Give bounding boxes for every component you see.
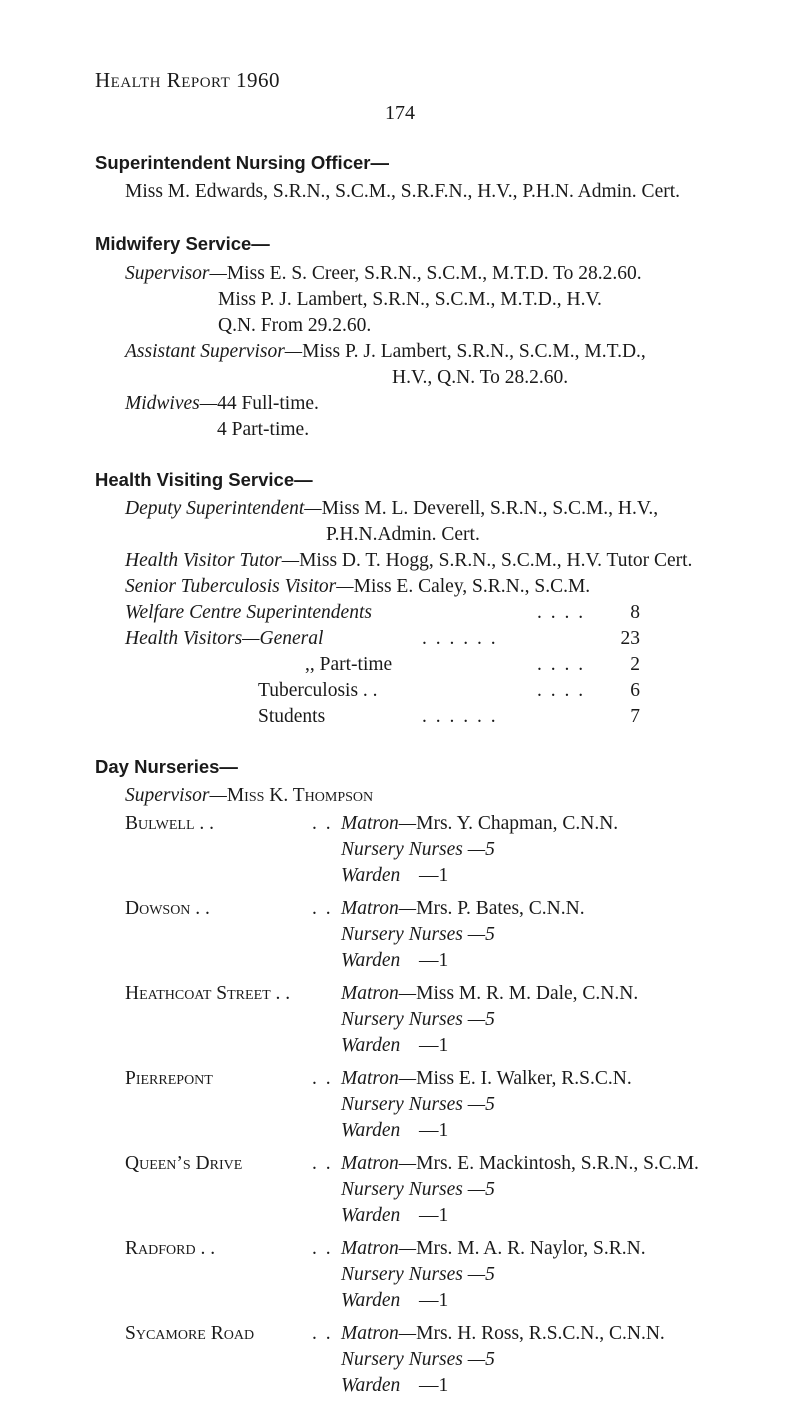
matron-label: Matron—	[341, 1323, 417, 1344]
warden-label: Warden	[341, 1035, 401, 1056]
count-dots: . . . .	[537, 602, 586, 623]
matron-label: Matron—	[341, 983, 417, 1004]
tutor-title: Health Visitor Tutor—	[125, 550, 300, 571]
tutor-name: Miss D. T. Hogg, S.R.N., S.C.M., H.V. Tutor Cert.	[299, 550, 693, 571]
tb-visitor-title: Senior Tuberculosis Visitor—	[125, 576, 354, 597]
tb-visitor-line	[125, 576, 590, 598]
matron-label: Matron—	[341, 898, 417, 919]
matron-name: Miss M. R. M. Dale, C.N.N.	[416, 983, 639, 1004]
midwives-line-1	[125, 393, 319, 415]
matron-name: Mrs. Y. Chapman, C.N.N.	[416, 813, 619, 834]
nursery-matron-line	[341, 898, 585, 920]
superintendent-name: Miss M. Edwards, S.R.N., S.C.M., S.R.F.N., H.V., P.H.N. Admin. Cert.	[125, 181, 681, 202]
health-visitors-general-label: Health Visitors—General	[125, 628, 324, 649]
section-heading-health-visiting: Health Visiting Service—	[95, 469, 313, 490]
nursery-place: Pierrepont	[125, 1068, 213, 1089]
nursery-matron-line	[341, 813, 618, 835]
matron-name: Miss E. I. Walker, R.S.C.N.	[416, 1068, 632, 1089]
count-label: Welfare Centre Superintendents	[125, 602, 372, 623]
matron-label: Matron—	[341, 1238, 417, 1259]
deputy-name-b: P.H.N.Admin. Cert.	[326, 524, 480, 545]
midwifery-supervisor-1: Miss E. S. Creer, S.R.N., S.C.M., M.T.D. To 28.2.60.	[226, 263, 642, 284]
midwifery-assistant-b: H.V., Q.N. To 28.2.60.	[392, 367, 569, 388]
warden-count: —1	[419, 1120, 449, 1141]
midwifery-supervisor-title: Supervisor—	[125, 263, 227, 284]
warden-count: —1	[419, 950, 449, 971]
midwives-fulltime: 44 Full-time.	[217, 393, 319, 414]
warden-count: —1	[419, 1035, 449, 1056]
warden-count: —1	[419, 865, 449, 886]
nursery-dots: . .	[312, 1323, 333, 1344]
page-number: 174	[385, 102, 415, 124]
nursery-warden-line	[341, 1120, 448, 1142]
warden-label: Warden	[341, 865, 401, 886]
nursery-nurses: Nursery Nurses —5	[341, 1264, 495, 1285]
tb-visitor-name: Miss E. Caley, S.R.N., S.C.M.	[353, 576, 591, 597]
nursery-warden-line	[341, 1290, 448, 1312]
nursery-place: Sycamore Road	[125, 1323, 255, 1344]
matron-name: Mrs. P. Bates, C.N.N.	[416, 898, 585, 919]
nursery-nurses: Nursery Nurses —5	[341, 1179, 495, 1200]
warden-label: Warden	[341, 1375, 401, 1396]
nursery-nurses: Nursery Nurses —5	[341, 1094, 495, 1115]
matron-name: Mrs. H. Ross, R.S.C.N., C.N.N.	[416, 1323, 665, 1344]
midwifery-supervisor-2b: Q.N. From 29.2.60.	[218, 315, 372, 336]
matron-name: Mrs. E. Mackintosh, S.R.N., S.C.M.	[416, 1153, 699, 1174]
midwifery-supervisor-line-1	[125, 263, 642, 285]
nursery-nurses: Nursery Nurses —5	[341, 1349, 495, 1370]
nursery-dots: . .	[312, 1068, 333, 1089]
matron-label: Matron—	[341, 1153, 417, 1174]
count-dots: . . . . . .	[422, 628, 498, 649]
nursery-place: Queen’s Drive	[125, 1153, 243, 1174]
nursery-dots: . .	[312, 1238, 333, 1259]
warden-label: Warden	[341, 1290, 401, 1311]
count-label: Tuberculosis . .	[258, 680, 378, 701]
nursery-dots: . .	[312, 1153, 333, 1174]
nursery-dots: . .	[312, 898, 333, 919]
count-value: 7	[630, 706, 640, 727]
warden-label: Warden	[341, 1120, 401, 1141]
count-label: Students	[258, 706, 326, 727]
nurseries-supervisor-line	[125, 785, 373, 807]
nursery-matron-line	[341, 1238, 646, 1260]
count-label: ,, Part-time	[305, 654, 393, 675]
count-label	[125, 628, 323, 650]
deputy-line-1	[125, 498, 658, 520]
nursery-dots: . .	[312, 813, 333, 834]
nursery-place: Radford . .	[125, 1238, 216, 1259]
nursery-warden-line	[341, 865, 448, 887]
matron-name: Mrs. M. A. R. Naylor, S.R.N.	[416, 1238, 646, 1259]
count-value: 6	[630, 680, 640, 701]
count-dots: . . . .	[537, 654, 586, 675]
count-value: 8	[630, 602, 640, 623]
nursery-place: Bulwell . .	[125, 813, 214, 834]
midwifery-assistant-title: Assistant Supervisor—	[125, 341, 303, 362]
warden-label: Warden	[341, 1205, 401, 1226]
nursery-matron-line	[341, 983, 638, 1005]
nursery-matron-line	[341, 1323, 665, 1345]
warden-label: Warden	[341, 950, 401, 971]
nurseries-supervisor-title: Supervisor—	[125, 785, 227, 806]
midwifery-assistant-line-1	[125, 341, 646, 363]
section-heading-day-nurseries: Day Nurseries—	[95, 756, 238, 777]
nursery-warden-line	[341, 1375, 448, 1397]
matron-label: Matron—	[341, 1068, 417, 1089]
section-heading-superintendent: Superintendent Nursing Officer—	[95, 152, 389, 173]
nursery-nurses: Nursery Nurses —5	[341, 839, 495, 860]
midwives-parttime: 4 Part-time.	[217, 419, 310, 440]
midwifery-supervisor-2a: Miss P. J. Lambert, S.R.N., S.C.M., M.T.D., H.V.	[218, 289, 602, 310]
nursery-matron-line	[341, 1153, 699, 1175]
tutor-line	[125, 550, 692, 572]
count-dots: . . . .	[537, 680, 586, 701]
nursery-warden-line	[341, 1035, 448, 1057]
warden-count: —1	[419, 1205, 449, 1226]
count-value: 23	[620, 628, 640, 649]
midwifery-assistant-a: Miss P. J. Lambert, S.R.N., S.C.M., M.T.D.,	[302, 341, 646, 362]
nursery-warden-line	[341, 1205, 448, 1227]
running-title: Health Report 1960	[95, 68, 281, 92]
section-heading-midwifery: Midwifery Service—	[95, 233, 270, 254]
warden-count: —1	[419, 1290, 449, 1311]
nurseries-supervisor-name: Miss K. Thompson	[226, 785, 374, 806]
deputy-title: Deputy Superintendent—	[125, 498, 322, 519]
midwives-title: Midwives—	[125, 393, 218, 414]
nursery-place: Heathcoat Street . .	[125, 983, 291, 1004]
count-dots: . . . . . .	[422, 706, 498, 727]
matron-label: Matron—	[341, 813, 417, 834]
count-value: 2	[630, 654, 640, 675]
nursery-nurses: Nursery Nurses —5	[341, 1009, 495, 1030]
nursery-warden-line	[341, 950, 448, 972]
nursery-nurses: Nursery Nurses —5	[341, 924, 495, 945]
deputy-name-a: Miss M. L. Deverell, S.R.N., S.C.M., H.V.,	[321, 498, 659, 519]
nursery-place: Dowson . .	[125, 898, 210, 919]
warden-count: —1	[419, 1375, 449, 1396]
nursery-matron-line	[341, 1068, 632, 1090]
